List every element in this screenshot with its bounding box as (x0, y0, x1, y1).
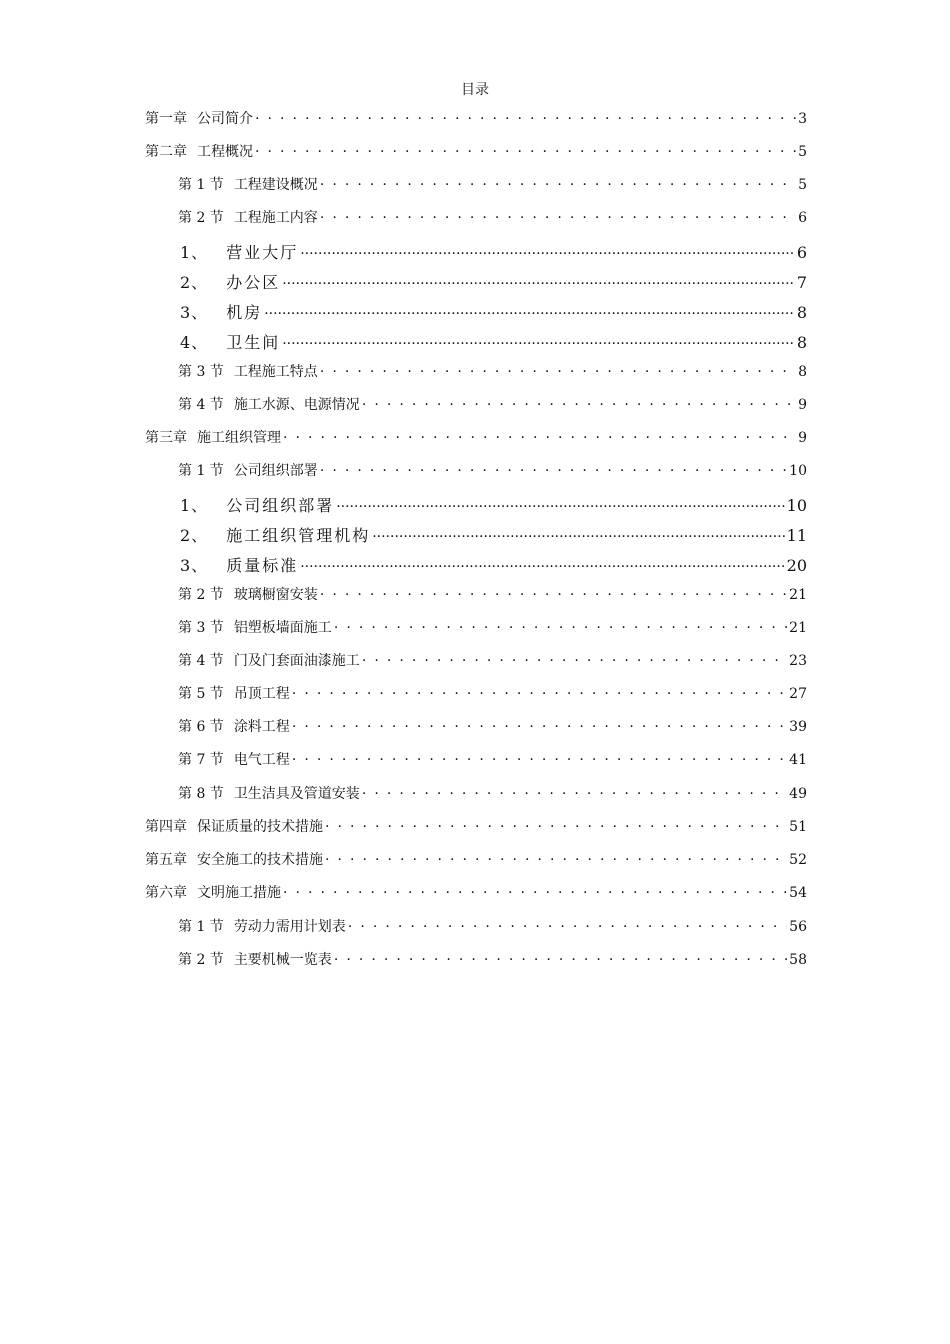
toc-entry-number: 3、 (180, 556, 209, 575)
toc-entry-title: 工程概况 (197, 144, 253, 160)
toc-page-number: 56 (789, 919, 807, 935)
toc-entry[interactable] (145, 108, 807, 128)
toc-entry-number: 第六章 (145, 885, 187, 901)
toc-page-number: 51 (789, 819, 807, 835)
toc-entry[interactable] (180, 523, 807, 546)
toc-entry-title: 营业大厅 (226, 243, 299, 262)
toc-entry-title: 涂料工程 (233, 719, 290, 735)
toc-entry-label (178, 949, 332, 969)
toc-page-number: 27 (789, 686, 807, 702)
toc-page-number: 8 (796, 303, 807, 322)
toc-entry-number: 2、 (180, 526, 209, 545)
toc-entry-number: 第 3 节 (178, 364, 224, 380)
toc-entry-label (178, 174, 318, 194)
toc-dot-leader (320, 585, 787, 599)
toc-dot-leader (336, 495, 784, 511)
toc-entry-number: 第 4 节 (178, 397, 224, 413)
toc-entry-label (178, 460, 318, 480)
toc-entry[interactable] (145, 882, 807, 902)
toc-entry[interactable] (178, 683, 807, 703)
toc-page-number: 10 (786, 496, 807, 515)
toc-entry-number: 2、 (180, 273, 209, 292)
toc-entry-label (178, 749, 290, 769)
toc-entry-number: 第 8 节 (178, 786, 224, 802)
toc-page-number: 39 (789, 719, 807, 735)
toc-page-number: 23 (789, 653, 807, 669)
toc-page-number: 6 (796, 243, 807, 262)
toc-entry-title: 吊顶工程 (233, 686, 290, 702)
toc-dot-leader (292, 684, 787, 698)
toc-dot-leader (264, 302, 795, 318)
toc-entry[interactable] (178, 394, 807, 414)
toc-entry[interactable] (180, 493, 807, 516)
toc-entry[interactable] (180, 553, 807, 576)
toc-entry-label (145, 427, 281, 447)
toc-entry-number: 第一章 (145, 111, 187, 127)
toc-dot-leader (282, 332, 795, 348)
toc-page-number: 9 (798, 430, 807, 446)
toc-page-number: 41 (789, 752, 807, 768)
toc-page-number: 10 (789, 463, 807, 479)
toc-page-number: 21 (789, 587, 807, 603)
toc-entry[interactable] (145, 849, 807, 869)
toc-dot-leader (320, 175, 796, 189)
toc-entry-label (145, 816, 323, 836)
toc-entry-title: 主要机械一览表 (233, 952, 332, 968)
toc-entry[interactable] (180, 300, 807, 323)
toc-entry-title: 工程建设概况 (233, 177, 318, 193)
toc-entry-title: 安全施工的技术措施 (197, 852, 323, 868)
toc-page-number: 5 (798, 144, 807, 160)
toc-dot-leader (334, 618, 787, 632)
toc-entry-number: 第 1 节 (178, 919, 224, 935)
toc-entry-number: 第 7 节 (178, 752, 224, 768)
toc-entry[interactable] (180, 270, 807, 293)
toc-entry-label (180, 240, 298, 263)
toc-entry[interactable] (145, 427, 807, 447)
toc-entry-label (180, 270, 280, 293)
toc-entry-title: 办公区 (226, 273, 281, 292)
toc-page-number: 58 (789, 952, 807, 968)
toc-entry-title: 施工水源、电源情况 (233, 397, 360, 413)
toc-entry[interactable] (145, 816, 807, 836)
toc-title: 目录 (461, 82, 489, 98)
toc-entry[interactable] (145, 141, 807, 161)
toc-dot-leader (300, 555, 784, 571)
toc-entry-title: 卫生间 (226, 333, 281, 352)
toc-entry-label (145, 849, 323, 869)
toc-page-number: 20 (786, 556, 807, 575)
toc-entry-title: 施工组织管理机构 (226, 526, 371, 545)
toc-entry-title: 文明施工措施 (197, 885, 281, 901)
toc-entry[interactable] (180, 330, 807, 353)
toc-entry-label (145, 108, 253, 128)
toc-entry-title: 公司简介 (197, 111, 253, 127)
toc-dot-leader (320, 461, 787, 475)
toc-dot-leader (348, 917, 787, 931)
toc-entry[interactable] (178, 783, 807, 803)
toc-entry[interactable] (178, 617, 807, 637)
toc-entry-label (178, 361, 318, 381)
toc-entry[interactable] (178, 749, 807, 769)
toc-entry-title: 工程施工特点 (233, 364, 318, 380)
toc-entry-title: 工程施工内容 (233, 210, 318, 226)
toc-entry[interactable] (178, 460, 807, 480)
toc-dot-leader (320, 362, 796, 376)
toc-entry-number: 第 4 节 (178, 653, 224, 669)
toc-entry-number: 第 2 节 (178, 587, 224, 603)
toc-entry-label (178, 617, 332, 637)
toc-entry[interactable] (178, 716, 807, 736)
toc-dot-leader (362, 651, 787, 665)
toc-page-number: 8 (796, 333, 807, 352)
toc-entry-number: 第 2 节 (178, 952, 224, 968)
toc-entry-number: 第 1 节 (178, 463, 224, 479)
toc-dot-leader (320, 208, 796, 222)
toc-dot-leader (325, 817, 787, 831)
toc-page-number: 5 (798, 177, 807, 193)
toc-page-number: 49 (789, 786, 807, 802)
toc-entry-label (178, 207, 318, 227)
toc-page-number: 11 (786, 526, 807, 545)
toc-entry[interactable] (178, 949, 807, 969)
toc-page-number: 8 (798, 364, 807, 380)
toc-dot-leader (283, 883, 787, 897)
toc-entry-title: 机房 (226, 303, 263, 322)
toc-entry-label (180, 493, 334, 516)
toc-entry-label (178, 584, 318, 604)
toc-page-number: 52 (789, 852, 807, 868)
toc-entry-number: 第四章 (145, 819, 187, 835)
toc-entry-number: 第三章 (145, 430, 187, 446)
toc-entry-label (178, 394, 360, 414)
toc-entry-number: 第 3 节 (178, 620, 224, 636)
toc-page-number: 6 (798, 210, 807, 226)
toc-page-number: 21 (789, 620, 807, 636)
toc-entry-title: 质量标准 (226, 556, 299, 575)
toc-entry-label (145, 141, 253, 161)
toc-dot-leader (362, 784, 787, 798)
toc-entry-label (145, 882, 281, 902)
toc-dot-leader (282, 272, 795, 288)
toc-entry-number: 4、 (180, 333, 209, 352)
toc-entry-number: 第 6 节 (178, 719, 224, 735)
toc-entry[interactable] (178, 584, 807, 604)
toc-entry-label (180, 300, 262, 323)
toc-dot-leader (292, 750, 787, 764)
toc-entry[interactable] (178, 361, 807, 381)
toc-entry-number: 第二章 (145, 144, 187, 160)
toc-entry-number: 第 5 节 (178, 686, 224, 702)
toc-entry-number: 1、 (180, 243, 209, 262)
toc-entry-title: 公司组织部署 (233, 463, 318, 479)
toc-entry-label (178, 716, 290, 736)
toc-entry-number: 1、 (180, 496, 209, 515)
toc-dot-leader (325, 850, 787, 864)
toc-entry-title: 公司组织部署 (226, 496, 335, 515)
toc-entry-title: 铝塑板墙面施工 (233, 620, 332, 636)
toc-dot-leader (255, 109, 796, 123)
toc-entry-title: 卫生洁具及管道安装 (233, 786, 360, 802)
toc-entry-label (180, 330, 280, 353)
toc-entry-label (180, 553, 298, 576)
toc-page-number: 9 (798, 397, 807, 413)
toc-entry-title: 保证质量的技术措施 (197, 819, 323, 835)
toc-entry-label (178, 683, 290, 703)
toc-entry[interactable] (178, 650, 807, 670)
toc-dot-leader (372, 525, 784, 541)
toc-dot-leader (362, 395, 796, 409)
toc-entry-number: 第 1 节 (178, 177, 224, 193)
toc-dot-leader (255, 142, 796, 156)
toc-entry-number: 3、 (180, 303, 209, 322)
toc-entry-label (180, 523, 370, 546)
toc-entry-title: 电气工程 (233, 752, 290, 768)
toc-dot-leader (292, 717, 787, 731)
toc-entry-label (178, 650, 360, 670)
toc-entry-title: 门及门套面油漆施工 (233, 653, 360, 669)
toc-dot-leader (300, 242, 795, 258)
toc-entry-title: 劳动力需用计划表 (233, 919, 346, 935)
toc-dot-leader (283, 428, 796, 442)
toc-page-number: 7 (796, 273, 807, 292)
toc-entry[interactable] (178, 174, 807, 194)
toc-entry-label (178, 783, 360, 803)
toc-page-number: 3 (798, 111, 807, 127)
toc-entry-number: 第 2 节 (178, 210, 224, 226)
toc-entry-title: 施工组织管理 (197, 430, 281, 446)
toc-entry-label (178, 916, 346, 936)
toc-entry-title: 玻璃橱窗安装 (233, 587, 318, 603)
toc-entry[interactable] (178, 207, 807, 227)
toc-entry-number: 第五章 (145, 852, 187, 868)
toc-dot-leader (334, 950, 787, 964)
toc-page-number: 54 (789, 885, 807, 901)
toc-entry[interactable] (180, 240, 807, 263)
toc-entry[interactable] (178, 916, 807, 936)
